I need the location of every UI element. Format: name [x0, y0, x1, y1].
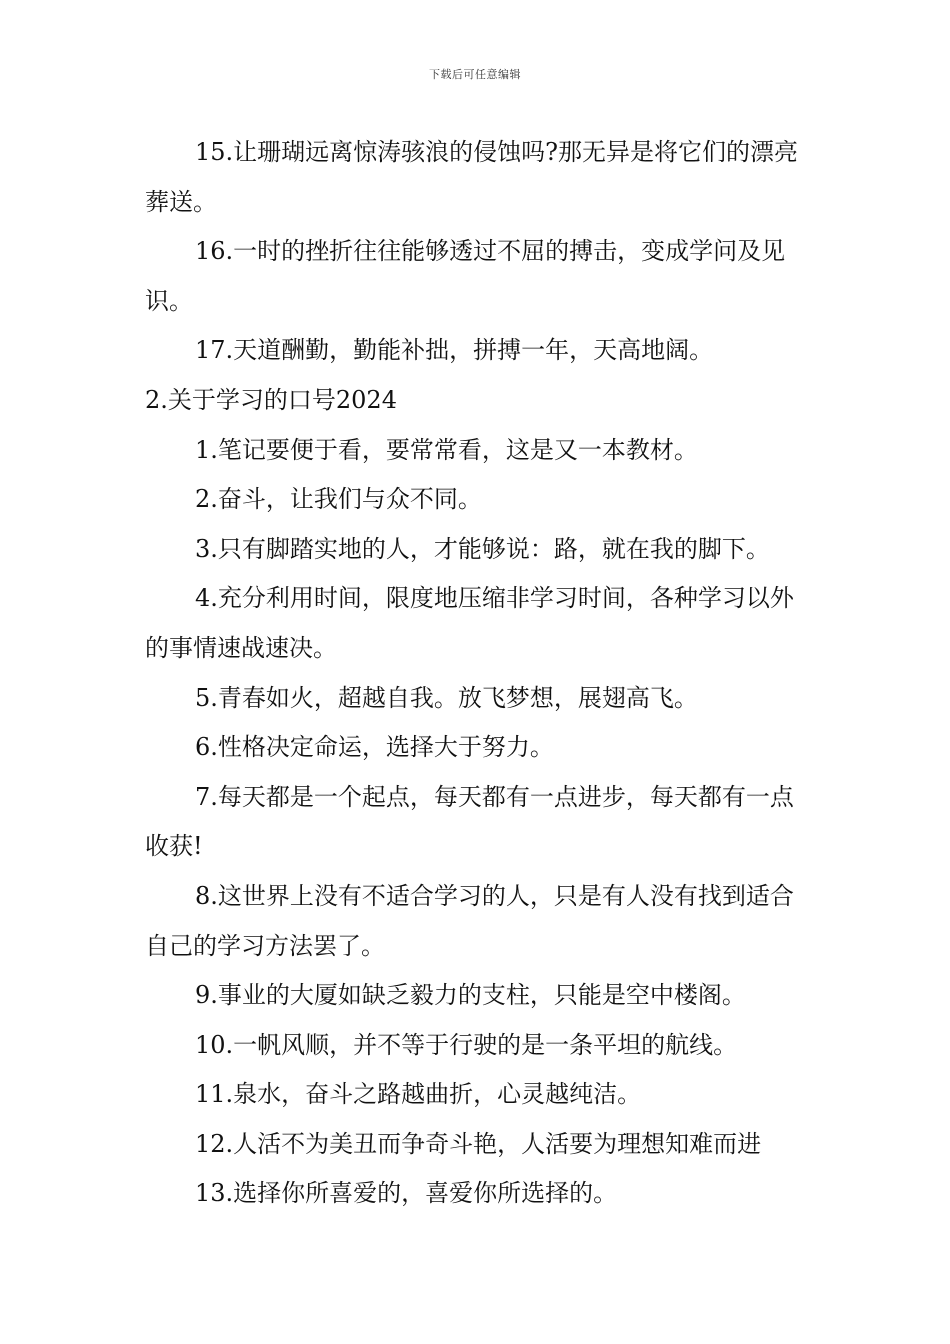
paragraph-10: 10.一帆风顺，并不等于行驶的是一条平坦的航线。 [195, 1030, 738, 1059]
paragraph-4: 4.充分利用时间，限度地压缩非学习时间，各种学习以外的事情速战速决。 [145, 584, 794, 662]
paragraph-6: 6.性格决定命运，选择大于努力。 [195, 733, 554, 762]
paragraph-13: 13.选择你所喜爱的，喜爱你所选择的。 [195, 1179, 618, 1208]
paragraph-2: 2.奋斗，让我们与众不同。 [195, 485, 482, 514]
paragraph-11: 11.泉水，奋斗之路越曲折，心灵越纯洁。 [195, 1080, 642, 1109]
paragraph-12: 12.人活不为美丑而争奇斗艳，人活要为理想知难而进 [195, 1129, 762, 1158]
paragraph-1: 1.笔记要便于看，要常常看，这是又一本教材。 [195, 435, 698, 464]
document-body [145, 128, 810, 1219]
paragraph-16: 16.一时的挫折往往能够透过不屈的搏击，变成学问及见识。 [145, 237, 786, 315]
paragraph-7: 7.每天都是一个起点，每天都有一点进步，每天都有一点收获! [145, 782, 794, 861]
section-heading: 2.关于学习的口号2024 [145, 385, 397, 414]
paragraph-8: 8.这世界上没有不适合学习的人，只是有人没有找到适合自己的学习方法罢了。 [145, 881, 794, 960]
paragraph-17: 17.天道酬勤，勤能补拙，拼搏一年，天高地阔。 [195, 336, 714, 365]
paragraph-9: 9.事业的大厦如缺乏毅力的支柱，只能是空中楼阁。 [195, 981, 746, 1010]
page-header: 下载后可任意编辑 [429, 68, 521, 81]
paragraph-5: 5.青春如火，超越自我。放飞梦想，展翅高飞。 [195, 683, 698, 712]
paragraph-3: 3.只有脚踏实地的人，才能够说：路，就在我的脚下。 [195, 534, 770, 563]
paragraph-15: 15.让珊瑚远离惊涛骇浪的侵蚀吗?那无异是将它们的漂亮葬送。 [145, 138, 799, 216]
